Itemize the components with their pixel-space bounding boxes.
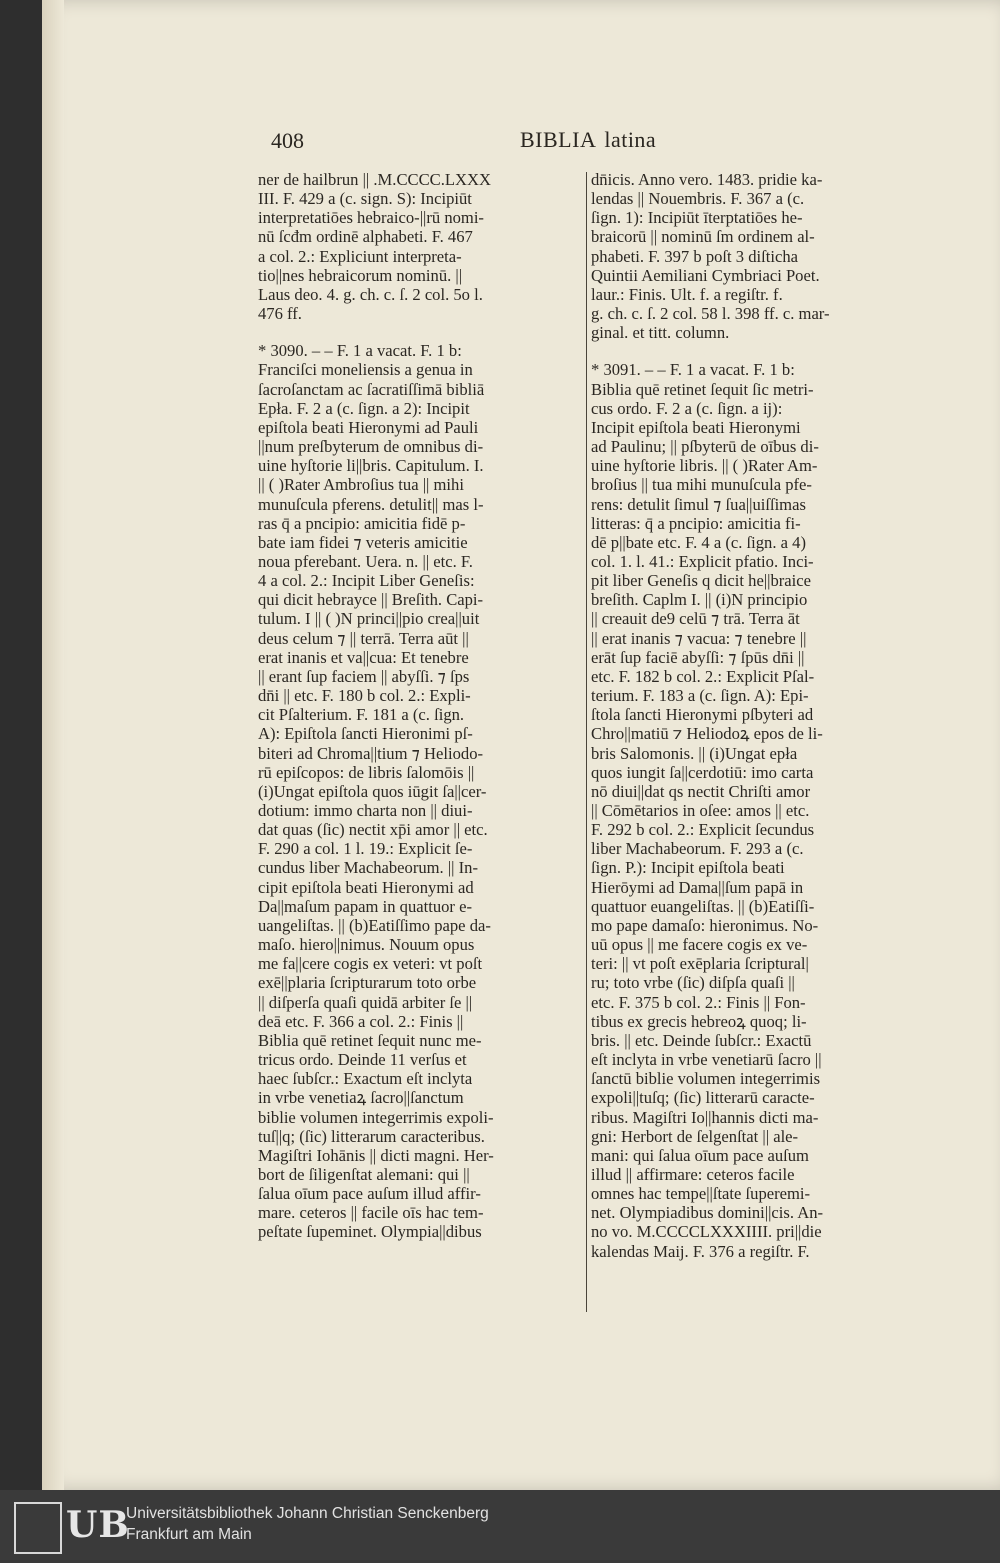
text-line: deus celum ⁊ || terrā. Terra aūt || [258,628,469,648]
institution-name [126,1503,489,1545]
text-line: quattuor euangeliſtas. || (b)Eatiſſi- [591,896,815,916]
text-line: uine hyſtorie libris. || ( )Rater Am- [591,456,818,476]
text-line: || creauit de9 celū ⁊ trā. Terra āt [591,609,800,629]
text-line: litteras: q̄ a pncipio: amicitia fi- [591,513,801,533]
text-line: bris Salomonis. || (i)Ungat epła [591,743,798,763]
left-column [258,170,585,1242]
text-line: ras q̄ a pncipio: amicitia fidē p- [258,513,466,533]
text-line: ſalua oīum pace auſum illud affir- [258,1184,481,1204]
text-line: epiſtola beati Hieronymi ad Pauli [258,417,479,437]
text-line: ad Paulinu; || pſbyterū de oībus di- [591,437,819,457]
text-line: illud || affirmare: ceteros facile [591,1164,795,1184]
text-line: mare. ceteros || facile oīs hac tem- [258,1203,484,1223]
text-line: mani: qui ſalua oīum pace auſum [591,1145,809,1165]
text-line: rū epiſcopos: de libris ſalomōis || [258,762,475,782]
text-line: || diſperſa quaſi quidā arbiter ſe || [258,992,473,1012]
text-line: col. 1. l. 41.: Explicit pfatio. Inci- [591,551,814,571]
text-line: cus ordo. F. 2 a (c. ſign. a ij): [591,398,783,418]
text-line: omnes hac tempe||ſtate ſuperemi- [591,1184,811,1204]
text-line: peſtate ſupeminet. Olympia||dibus [258,1222,482,1242]
text-line: || erant ſup faciem || abyſſi. ⁊ ſps [258,666,470,686]
text-line: me fa||cere cogis ex veteri: vt poſt [258,954,483,974]
text-line: braicorū || nominū ſm ordinem al- [591,227,815,247]
page-number: 408 [271,128,304,153]
text-line: Biblia quē retinet ſequit nunc me- [258,1030,482,1050]
text-line: erat inanis et va||cua: Et tenebre [258,647,469,667]
text-line: tibus ex grecis hebreoꝝ quoq; li- [591,1011,807,1031]
running-title-main: BIBLIA [520,127,597,152]
text-line: ſacroſanctam ac ſacratiſſimā bibliā [258,379,485,399]
text-line: noua pferebant. Uera. n. || etc. F. [258,551,473,571]
text-line: net. Olympiadibus domini||cis. An- [591,1203,824,1223]
text-line: interpretatiōes hebraico-||rū nomi- [258,208,484,228]
text-line: gni: Herbort de ſelgenſtat || ale- [591,1126,799,1146]
text-line: nū ſcđm ordinē alphabeti. F. 467 [258,227,473,247]
paragraph-gap [591,342,909,360]
text-line: pit liber Geneſis q dicit he||braice [591,571,811,591]
text-line: F. 290 a col. 1 l. 19.: Explicit ſe- [258,839,473,859]
text-line: || erat inanis ⁊ vacua: ⁊ tenebre || [591,628,807,648]
text-line: bate iam fidei ⁊ veteris amicitie [258,532,468,552]
text-line: lendas || Nouembris. F. 367 a (c. [591,189,805,209]
text-line: nō diui||dat qs nectit Chriſti amor [591,781,811,801]
text-line: bris. || etc. Deinde ſubſcr.: Exactū [591,1030,812,1050]
logo-emblem-icon [14,1502,62,1554]
text-line: in vrbe venetiaꝝ ſacro||ſanctum [258,1088,464,1108]
paragraph-gap [258,323,585,341]
text-line: Chro||matiū ⁊ Heliodoꝝ epos de li- [591,724,823,744]
text-line: dn̄i || etc. F. 180 b col. 2.: Expli- [258,686,471,706]
institution-line-1: Universitätsbibliothek Johann Christian Senckenberg [126,1505,489,1522]
text-line: maſo. hiero||nimus. Nouum opus [258,935,475,955]
text-line: cipit epiſtola beati Hieronymi ad [258,877,474,897]
text-line: mo pape damaſo: hieronimus. No- [591,915,819,935]
text-line: etc. F. 182 b col. 2.: Explicit Pſal- [591,666,815,686]
text-line: deā etc. F. 366 a col. 2.: Finis || [258,1011,464,1031]
page-gutter-shadow [42,0,64,1490]
text-line: Da||maſum papam in quattuor e- [258,896,473,916]
text-line: Epła. F. 2 a (c. ſign. a 2): Incipit [258,398,470,418]
text-line: tricus ordo. Deinde 11 verſus et [258,1050,467,1070]
text-line: A): Epiſtola ſancti Hieronimi pſ- [258,724,473,744]
text-line: tio||nes hebraicorum nominū. || [258,265,463,285]
text-line: tulum. I || ( )N princi||pio crea||uit [258,609,480,629]
text-line: biteri ad Chroma||tium ⁊ Heliodo- [258,743,484,763]
text-line: dat quas (ſic) nectit xp̄i amor || etc. [258,820,488,840]
text-line: phabeti. F. 397 b poſt 3 diſticha [591,246,798,266]
text-line: Laus deo. 4. g. ch. c. ſ. 2 col. 5o l. [258,284,483,304]
text-line: eſt inclyta in vrbe venetiarū ſacro || [591,1050,822,1070]
running-title [520,127,656,153]
text-line: liber Machabeorum. F. 293 a (c. [591,839,804,859]
text-line: terium. F. 183 a (c. ſign. A): Epi- [591,686,809,706]
text-line: erāt ſup faciē abyſſi: ⁊ ſpūs dn̄i || [591,647,805,667]
text-line: uangeliſtas. || (b)Eatiſſimo pape da- [258,915,491,935]
text-line: tuſ||q; (ſic) litterarum caracteribus. [258,1126,485,1146]
text-line: haec ſubſcr.: Exactum eſt inclyta [258,1069,473,1089]
text-line: Franciſci moneliensis a genua in [258,360,473,380]
text-line: teri: || vt poſt exēplaria ſcriptural| [591,954,809,974]
column-divider [586,172,587,1312]
running-title-suffix: latina [604,127,657,152]
text-line: || Cōmētarios in oſee: amos || etc. [591,801,810,820]
text-line: uine hyſtorie li||bris. Capitulum. I. [258,456,484,476]
ub-logo [14,1500,130,1554]
text-line: ||num preſbyterum de omnibus di- [258,437,484,457]
text-line: breſith. Caplm I. || (i)N principio [591,590,808,610]
text-line: quos iungit ſa||cerdotiū: imo carta [591,762,814,782]
text-line: exē||plaria ſcripturarum toto orbe [258,973,477,993]
text-line: III. F. 429 a (c. sign. S): Incipiūt [258,189,472,209]
text-line: uū opus || me facere cogis ex ve- [591,935,808,955]
text-line: ginal. et titt. column. [591,323,730,343]
text-line: (i)Ungat epiſtola quos iūgit ſa||cer- [258,781,487,801]
text-line: ſign. 1): Incipiūt īterptatiōes he- [591,208,803,228]
text-line: Biblia quē retinet ſequit ſic metri- [591,379,814,399]
text-line: g. ch. c. ſ. 2 col. 58 l. 398 ff. c. mar- [591,304,830,324]
text-line: cundus liber Machabeorum. || In- [258,858,478,878]
text-line: * 3090. – – F. 1 a vacat. F. 1 b: [258,341,462,361]
text-line: broſius || tua mihi munuſcula pfe- [591,475,812,495]
text-line: ſtola ſancti Hieronymi pſbyteri ad [591,705,814,725]
text-line: 4 a col. 2.: Incipit Liber Geneſis: [258,571,475,591]
text-line: * 3091. – – F. 1 a vacat. F. 1 b: [591,360,795,380]
text-line: ru; toto vrbe (ſic) diſpſa quaſi || [591,973,795,993]
text-line: dn̄icis. Anno vero. 1483. pridie ka- [591,170,823,189]
text-line: Hierōymi ad Dama||ſum papā in [591,877,804,897]
right-column [591,170,909,1261]
text-line: kalendas Maij. F. 376 a regiſtr. F. [591,1241,810,1261]
text-line: etc. F. 375 b col. 2.: Finis || Fon- [591,992,806,1012]
text-line: 476 ff. [258,304,302,324]
text-line: bort de ſiligenſtat alemani: qui || [258,1164,470,1184]
text-line: dotium: immo charta non || diui- [258,801,473,820]
text-line: munuſcula pferens. detulit|| mas l- [258,494,484,514]
text-line: laur.: Finis. Ult. f. a regiſtr. f. [591,284,783,304]
text-line: ſanctū biblie volumen integerrimis [591,1069,821,1089]
text-line: a col. 2.: Expliciunt interpreta- [258,246,462,266]
text-line: qui dicit hebrayce || Breſith. Capi- [258,590,484,610]
logo-text: UB [66,1504,130,1546]
text-line: ſign. P.): Incipit epiſtola beati [591,858,785,878]
text-line: Incipit epiſtola beati Hieronymi [591,417,801,437]
institution-line-2: Frankfurt am Main [126,1526,252,1543]
text-line: expoli||tuſq; (ſic) litterarū caracte- [591,1088,815,1108]
text-line: Quintii Aemiliani Cymbriaci Poet. [591,265,820,285]
text-line: ner de hailbrun || .M.CCCC.LXXX [258,170,491,189]
text-line: || ( )Rater Ambroſius tua || mihi [258,475,464,495]
text-line: cit Pſalterium. F. 181 a (c. ſign. [258,705,465,725]
text-line: rens: detulit ſimul ⁊ ſua||uiſſimas [591,494,806,514]
text-line: dē p||bate etc. F. 4 a (c. ſign. a 4) [591,532,806,552]
text-line: ribus. Magiſtri Io||hannis dicti ma- [591,1107,819,1127]
text-line: no vo. M.CCCCLXXXIIII. pri||die [591,1222,822,1242]
text-line: Magiſtri Iohānis || dicti magni. Her- [258,1145,494,1165]
text-line: biblie volumen integerrimis expoli- [258,1107,494,1127]
text-line: F. 292 b col. 2.: Explicit ſecundus [591,820,815,840]
